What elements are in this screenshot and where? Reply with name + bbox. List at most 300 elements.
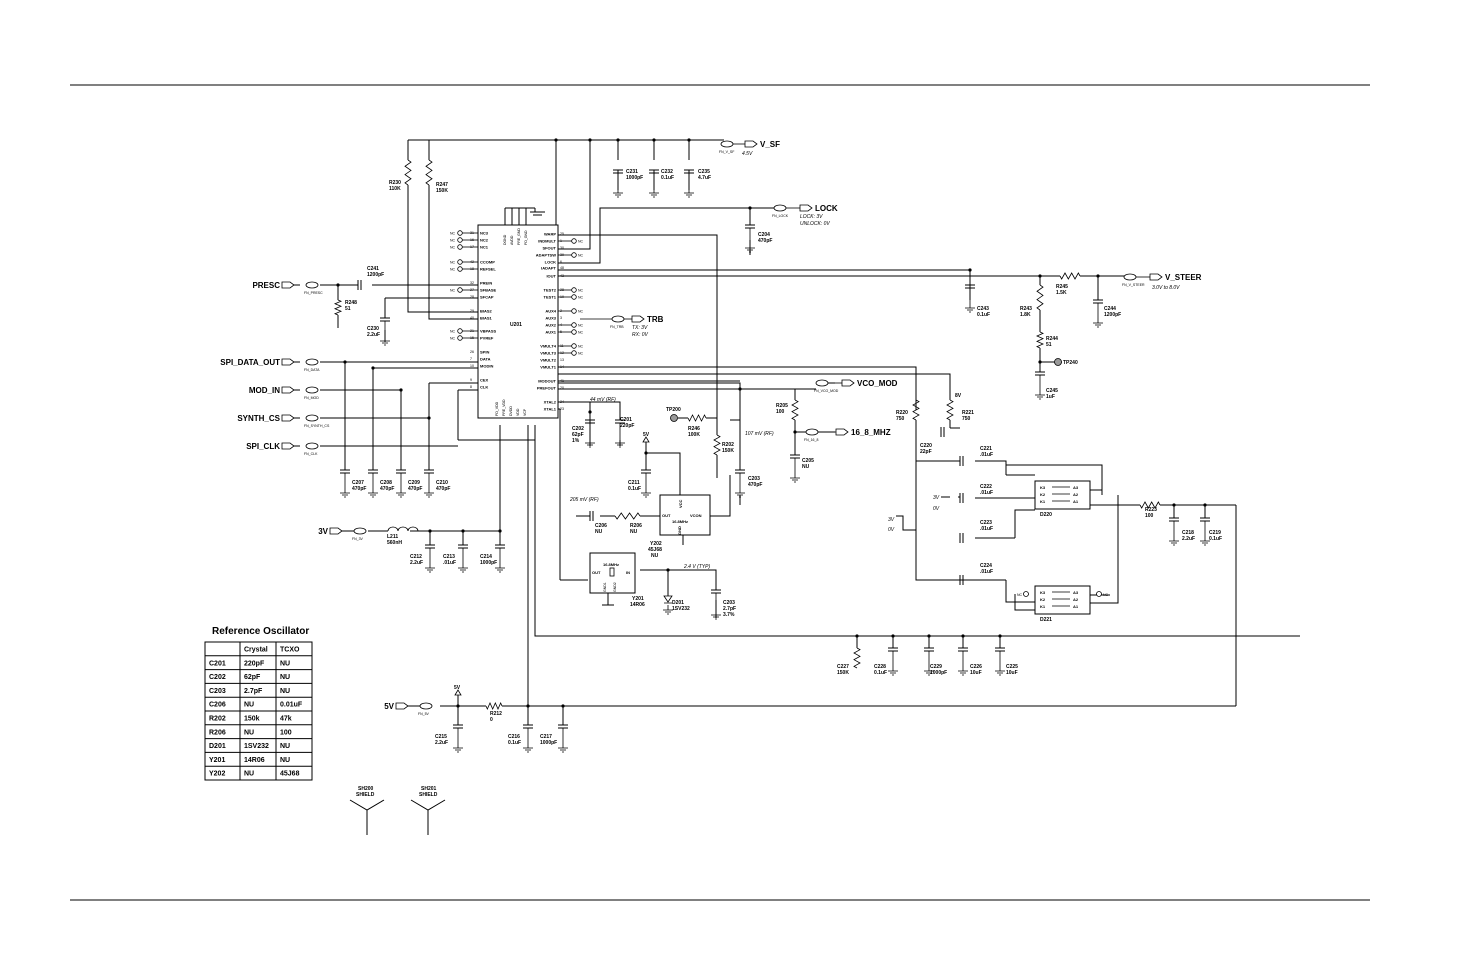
component-ref: C204 (758, 232, 770, 238)
voltage-note: 2.4 V (TYP) (684, 564, 711, 570)
feedthrough-label: FN_V_SF (719, 150, 735, 154)
component-value: 150K (722, 448, 734, 454)
u201-pin-name: AUX2 (545, 322, 556, 328)
feedthrough-icon (816, 380, 828, 386)
component-ref: C230 (367, 326, 379, 332)
junction-dot (343, 360, 346, 363)
power-flag-label: 5V (643, 432, 650, 438)
nc-marker (572, 323, 577, 328)
u201-pin-name: PREFOUT (536, 385, 556, 391)
junction-dot (399, 388, 402, 391)
resistor-zigzag (615, 513, 640, 519)
ground-symbol (558, 743, 568, 752)
resistor-zigzag (1037, 332, 1043, 348)
test-point-tp200 (666, 407, 717, 422)
component-ref: C202 (572, 426, 584, 432)
feedthrough-icon (306, 282, 318, 288)
nc-label: NC (578, 253, 584, 258)
component-ref: C214 (480, 554, 492, 560)
component-value: 1000pF (480, 560, 498, 566)
tp200-label: TP200 (666, 407, 681, 413)
u201-pin-name: NC3 (480, 230, 489, 236)
u201-pin-name: AUX3 (545, 315, 556, 321)
ref-osc-title: Reference Oscillator (212, 626, 310, 637)
ground-symbol (380, 336, 390, 345)
component-value: 2.2uF (1182, 536, 1196, 542)
feedthrough-label: FN_LOCK (772, 214, 789, 218)
synthesizer-ic-u201 (450, 225, 584, 418)
top-ground-bar (505, 208, 545, 225)
junction-dot (561, 704, 564, 707)
u201-pin-number: 8 (470, 385, 472, 390)
u201-pin-number: 28 (470, 295, 474, 300)
nc-label: NC (578, 309, 584, 314)
port-label-spi_data_out: SPI_DATA_OUT (220, 358, 280, 367)
component-ref: C216 (508, 734, 520, 740)
port-label-vco_mod: VCO_MOD (857, 379, 898, 388)
junction-dot (498, 529, 501, 532)
nc-label: NC (578, 323, 584, 328)
component-tolerance: 3.7% (723, 612, 735, 618)
svg-text:A1: A1 (1073, 604, 1079, 609)
component-ref: C226 (970, 664, 982, 670)
nc-marker (572, 309, 577, 314)
d221-ref: D221 (1040, 617, 1052, 623)
nc-marker (458, 329, 463, 334)
component-value: 2.2uF (435, 740, 449, 746)
y202-value: 45J68 (648, 547, 662, 553)
u201-bottom-pin: VDD (516, 408, 520, 416)
port-arrow-icon (282, 359, 294, 365)
feedthrough-icon (774, 205, 786, 211)
port-arrow-icon (800, 205, 812, 211)
junction-dot (652, 138, 655, 141)
table-cell: C201 (209, 660, 226, 668)
ground-symbol (684, 188, 694, 197)
feedthrough-icon (420, 703, 432, 709)
table-cell: C202 (209, 674, 226, 682)
y202-gnd-pin: GND (677, 526, 682, 535)
u201-pin-number: 10 (470, 364, 474, 369)
voltage-note: TX: 3V (632, 325, 648, 331)
voltage-note: 107 mV (RF) (745, 431, 774, 437)
y201-gnd2-pin: GND2 (613, 582, 617, 592)
y201-gnd1-pin: GND1 (603, 582, 607, 592)
table-header-cell: Crystal (244, 646, 268, 654)
u201-pin-name: SFCAP (480, 294, 494, 300)
component-ref: C220 (920, 443, 932, 449)
nc-marker (458, 288, 463, 293)
ground-symbol (1169, 536, 1179, 545)
feedthrough-icon (306, 387, 318, 393)
u201-pin-number: 14 (560, 365, 564, 370)
resistor-zigzag (1060, 273, 1080, 279)
ground-symbol (965, 303, 975, 312)
component-ref: C221 (980, 446, 992, 452)
u201-pin-number: 41 (560, 379, 564, 384)
feedthrough-label: FN_5V (418, 712, 429, 716)
u201-pin-name: VMULT3 (540, 350, 556, 356)
port-label-spi_clk: SPI_CLK (246, 442, 280, 451)
u201-pin-number: 17 (470, 245, 474, 250)
u201-pin-name: VMULT2 (540, 357, 556, 363)
component-value: 10uF (1006, 670, 1018, 676)
u201-pin-number: 12 (560, 351, 564, 356)
component-ref: C218 (1182, 530, 1194, 536)
u201-pin-number: 40 (470, 316, 474, 321)
component-value: 470pF (352, 486, 367, 492)
table-cell: 0.01uF (280, 701, 303, 709)
labels (336, 138, 1206, 707)
table-cell: 150k (244, 715, 260, 723)
feedthrough-icon (354, 528, 366, 534)
u201-pin-number: 9 (470, 378, 472, 383)
component-ref: R205 (776, 403, 788, 409)
voltage-note: RX: 0V (632, 332, 648, 338)
junction-dot (961, 634, 964, 637)
component-value: 150K (837, 670, 849, 676)
nc-marker (572, 344, 577, 349)
component-ref: C201 (620, 417, 632, 423)
nc-marker (458, 238, 463, 243)
voltage-note: 0V (888, 527, 895, 533)
feedthrough-label: FN_DATA (304, 368, 320, 372)
varactor-diode (664, 596, 672, 603)
component-ref: R230 (389, 180, 401, 186)
components (335, 160, 1222, 752)
u201-pin-number: 4 (560, 323, 562, 328)
component-ref: C243 (977, 306, 989, 312)
junction-dot (588, 410, 591, 413)
component-ref: R221 (962, 410, 974, 416)
component-value: 470pF (748, 482, 763, 488)
y202-out-pin: OUT (662, 513, 671, 518)
component-value: 1000pF (930, 670, 948, 676)
svg-text:K1: K1 (1040, 499, 1046, 504)
junction-dot (554, 138, 557, 141)
resistor-zigzag (688, 415, 706, 421)
nc-marker (458, 260, 463, 265)
u201-pin-name: SFOUT (542, 245, 556, 251)
u201-pin-name: MODOUT (538, 378, 556, 384)
y201-freq: 16.8MHz (603, 562, 620, 567)
y201-out-pin: OUT (592, 570, 601, 575)
component-ref: R212 (490, 711, 502, 717)
u201-top-pin: DGND (503, 234, 507, 245)
junction-dot (526, 704, 529, 707)
diode-pack-d221 (1017, 586, 1109, 623)
table-cell: NU (244, 729, 255, 737)
nc-label: NC (450, 336, 456, 341)
port-label-presc: PRESC (252, 281, 280, 290)
ground-symbol (340, 488, 350, 497)
component-ref: C223 (980, 520, 992, 526)
table-cell: NU (244, 770, 255, 778)
junction-dot (1038, 360, 1041, 363)
voltage-note: 0V (933, 506, 940, 512)
y202-freq: 16.8MHz (672, 519, 689, 524)
d220-ref: D220 (1040, 512, 1052, 518)
component-value: .01uF (443, 560, 457, 566)
component-value: 470pF (408, 486, 423, 492)
port-arrow-icon (745, 141, 757, 147)
u201-pin-number: 43 (560, 274, 564, 279)
component-value: 750 (962, 416, 971, 422)
voltage-note: 3V (888, 517, 895, 523)
component-ref: C222 (980, 484, 992, 490)
component-ref: C235 (698, 169, 710, 175)
table-cell: NU (280, 674, 291, 682)
nc-label: NC (450, 260, 456, 265)
nc-marker (458, 231, 463, 236)
u201-pin-name: DATA (480, 356, 491, 362)
component-value: .01uF (980, 526, 994, 532)
u201-pin-number: 2 (560, 309, 562, 314)
component-value: 2.2uF (410, 560, 424, 566)
table-cell: NU (280, 743, 291, 751)
voltage-note: 3.0V to 8.0V (1152, 285, 1180, 291)
port-label-mod_in: MOD_IN (248, 386, 280, 395)
table-cell: 1SV232 (244, 743, 269, 751)
feedthrough-icon (1124, 274, 1136, 280)
feedthrough-label: FN_3V (352, 537, 363, 541)
component-value: 51 (1046, 342, 1052, 348)
u201-pin-number: 30 (560, 246, 564, 251)
resistor-zigzag (486, 703, 502, 709)
u201-pin-number: 11 (560, 344, 564, 349)
nc-label: NC (578, 239, 584, 244)
junction-dot (793, 430, 796, 433)
d221-nc-left: NC (1017, 593, 1023, 597)
feedthrough-icon (306, 443, 318, 449)
component-ref: C245 (1046, 388, 1058, 394)
component-value: 10uF (970, 670, 982, 676)
component-value: 100K (688, 432, 700, 438)
nc-label: NC (450, 329, 456, 334)
component-value: 1uF (1046, 394, 1055, 400)
component-ref: C229 (930, 664, 942, 670)
component-ref: R202 (722, 442, 734, 448)
nc-marker (458, 245, 463, 250)
u201-pin-number: 23 (560, 407, 564, 412)
component-ref: L211 (387, 534, 399, 540)
u201-pin-name: SFBASE (480, 287, 497, 293)
u201-top-pin: AVDD (510, 235, 514, 245)
sh201-ref: SH201 (421, 786, 437, 792)
u201-pin-name: VBPASS (480, 328, 497, 334)
crystal-y201 (590, 553, 645, 608)
port-arrow-icon (282, 415, 294, 421)
component-value: 100 (1145, 513, 1154, 519)
feedthrough-icon (721, 141, 733, 147)
junction-dot (1172, 503, 1175, 506)
u201-pin-name: TEST2 (543, 287, 556, 293)
component-value: 150K (436, 188, 448, 194)
junction-dot (461, 529, 464, 532)
junction-dot (616, 138, 619, 141)
resistor-zigzag (1037, 285, 1043, 310)
u201-pin-name: REFSEL (480, 266, 496, 272)
u201-pin-number: 42 (470, 260, 474, 265)
u201-pin-name: TEST1 (543, 294, 556, 300)
component-value: 0.1uF (661, 175, 675, 181)
u201-bottom-pin: PRE_VDD (502, 399, 506, 416)
nc-label: NC (450, 231, 456, 236)
feedthrough-label: FN_VCO_MOD (814, 389, 839, 393)
u201-ref: U201 (510, 322, 522, 328)
component-ref: C227 (837, 664, 849, 670)
component-ref: C209 (408, 480, 420, 486)
u201-pin-number: 25 (560, 232, 564, 237)
component-value: 0 (490, 717, 493, 723)
ground-symbol (368, 488, 378, 497)
u201-pin-name: CEX (480, 377, 489, 383)
u201-pin-number: 15 (470, 336, 474, 341)
nc-label: NC (578, 295, 584, 300)
voltage-note: LOCK: 3V (800, 214, 823, 220)
feedthrough-label: FN_MOD (304, 396, 319, 400)
resistor-zigzag (854, 648, 860, 668)
junction-dot (855, 634, 858, 637)
u201-pin-number: 19 (560, 295, 564, 300)
component-value: NU (595, 529, 603, 535)
port-label-mhz: 16_8_MHZ (851, 428, 891, 437)
port-arrow-icon (842, 380, 854, 386)
junction-dot (748, 206, 751, 209)
table-cell: C203 (209, 687, 226, 695)
svg-text:A3: A3 (1073, 485, 1079, 490)
component-ref: R206 (630, 523, 642, 529)
component-value: 0.1uF (1209, 536, 1223, 542)
feedthrough-label: FN_TRB (610, 325, 624, 329)
u201-bottom-pin: PD_VDD (495, 401, 499, 416)
component-value: NU (630, 529, 638, 535)
junction-dot (336, 283, 339, 286)
component-value: 4.7uF (698, 175, 712, 181)
ground-symbol (1035, 390, 1045, 399)
table-cell: 62pF (244, 674, 261, 682)
feedthrough-label: FN_SYNTH_CS (304, 424, 330, 428)
junction-dot (738, 387, 741, 390)
u201-pin-name: XTAL1 (543, 406, 556, 412)
u201-pin-number: 6 (560, 260, 562, 265)
nc-label: NC (578, 351, 584, 356)
component-value: 470pF (380, 486, 395, 492)
ground-symbol (649, 188, 659, 197)
svg-text:A2: A2 (1073, 492, 1079, 497)
junction-dot (456, 704, 459, 707)
component-ref: C215 (435, 734, 447, 740)
u201-pin-number: 18 (470, 267, 474, 272)
table-cell: Y202 (209, 770, 226, 778)
port-label-v5: 5V (384, 702, 394, 711)
tcxo-y202 (648, 495, 710, 559)
table-cell: NU (280, 687, 291, 695)
component-ref: R245 (1056, 284, 1068, 290)
resistor-zigzag (913, 400, 919, 420)
d221-nc-right: NC (1103, 593, 1109, 597)
junction-dot (371, 366, 374, 369)
table-cell: 45J68 (280, 770, 300, 778)
nc-label: NC (450, 288, 456, 293)
ground-symbol (396, 488, 406, 497)
ref-osc-grid (205, 642, 312, 780)
component-value: 220pF (620, 423, 635, 429)
component-ref: C224 (980, 563, 992, 569)
table-cell: 220pF (244, 660, 265, 668)
u201-pin-name: WARP (544, 231, 556, 237)
junction-dot (1038, 274, 1041, 277)
port-arrow-icon (836, 429, 848, 435)
ground-symbol (425, 563, 435, 572)
svg-text:A1: A1 (1073, 499, 1079, 504)
feedthrough-label: FN_V_STEER (1122, 283, 1145, 287)
u201-pin-name: LOCK (544, 259, 556, 265)
u201-bottom-pin: VCP (523, 408, 527, 416)
component-value: 1.8K (1020, 312, 1031, 318)
port-arrow-icon (330, 528, 342, 534)
port-arrow-icon (282, 443, 294, 449)
component-ref: R246 (688, 426, 700, 432)
power-flag-label: 8V (955, 393, 962, 399)
voltage-note: 44 mV (RF) (590, 397, 616, 403)
component-ref: C211 (628, 480, 640, 486)
port-arrow-icon (1150, 274, 1162, 280)
port-arrow-icon (282, 387, 294, 393)
u201-pin-name: VMULT1 (540, 364, 556, 370)
u201-pin-number: 13 (560, 358, 564, 363)
component-value: 560nH (387, 540, 403, 546)
u201-pin-number: 29 (470, 309, 474, 314)
table-cell: NU (244, 701, 255, 709)
u201-pin-number: 48 (560, 266, 564, 271)
nc-label: NC (450, 238, 456, 243)
u201-pin-number: 21 (470, 329, 474, 334)
component-ref: C213 (443, 554, 455, 560)
component-value: 1.5K (1056, 290, 1067, 296)
ground-symbol (613, 188, 623, 197)
y202-vcc-pin: VCC (678, 499, 683, 508)
u201-pin-number: 26 (470, 350, 474, 355)
resistor-zigzag (714, 435, 720, 455)
sh200-ref: SH200 (358, 786, 374, 792)
feedthrough-icon (806, 429, 818, 435)
y201-in-pin: IN (626, 570, 630, 575)
u201-pin-number: 28 (560, 288, 564, 293)
u201-pin-name: NC2 (480, 237, 489, 243)
junction-dot (588, 138, 591, 141)
component-value: .01uF (980, 569, 994, 575)
u201-pin-name: CCOMP (480, 259, 495, 265)
table-cell: 14R06 (244, 756, 265, 764)
u201-pin-name: VMULT4 (540, 343, 556, 349)
resistor-zigzag (947, 400, 953, 420)
component-ref: R247 (436, 182, 448, 188)
table-cell: R202 (209, 715, 226, 723)
y202-nu: NU (651, 553, 659, 559)
port-label-synth_cs: SYNTH_CS (237, 414, 280, 423)
nc-label: NC (450, 267, 456, 272)
component-value: 1000pF (540, 740, 558, 746)
ground-symbol (424, 488, 434, 497)
svg-text:K3: K3 (1040, 485, 1046, 490)
component-ref: R244 (1046, 336, 1058, 342)
diode-pack-d220 (1035, 481, 1090, 518)
u201-pin-name: PVREF (480, 335, 494, 341)
component-value: 62pF (572, 432, 584, 438)
junction-dot (968, 268, 971, 271)
u201-pin-number: 24 (560, 400, 564, 405)
